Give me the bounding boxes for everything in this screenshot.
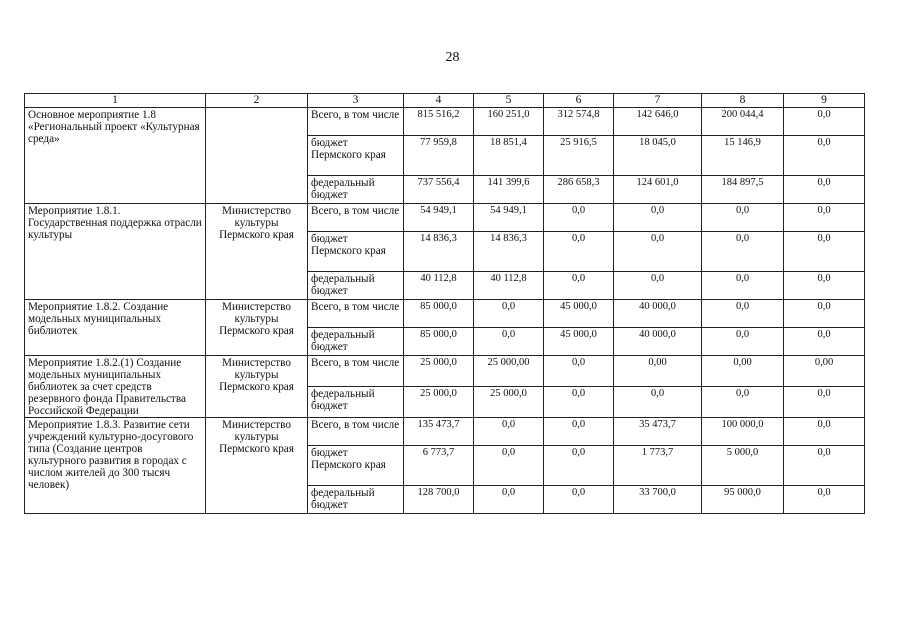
funding-source: федеральный бюджет bbox=[308, 328, 404, 356]
amount-cell: 0,0 bbox=[474, 446, 544, 486]
amount-cell: 0,0 bbox=[544, 418, 614, 446]
amount-cell: 77 959,8 bbox=[404, 136, 474, 176]
amount-cell: 0,0 bbox=[544, 272, 614, 300]
header-row bbox=[25, 94, 865, 108]
amount-cell: 142 646,0 bbox=[614, 108, 702, 136]
amount-cell: 0,0 bbox=[474, 418, 544, 446]
amount-cell: 54 949,1 bbox=[404, 204, 474, 232]
amount-cell: 0,0 bbox=[702, 387, 784, 418]
funding-source: федеральный бюджет bbox=[308, 486, 404, 514]
amount-cell: 40 000,0 bbox=[614, 300, 702, 328]
funding-source: Всего, в том числе bbox=[308, 356, 404, 387]
amount-cell: 0,00 bbox=[702, 356, 784, 387]
amount-cell: 15 146,9 bbox=[702, 136, 784, 176]
amount-cell: 85 000,0 bbox=[404, 300, 474, 328]
amount-cell: 0,0 bbox=[474, 328, 544, 356]
funding-source: федеральный бюджет bbox=[308, 387, 404, 418]
budget-table bbox=[24, 93, 865, 514]
amount-cell: 0,0 bbox=[702, 300, 784, 328]
table-row bbox=[25, 108, 865, 136]
executor bbox=[206, 108, 308, 204]
amount-cell: 0,0 bbox=[544, 446, 614, 486]
amount-cell: 25 000,0 bbox=[404, 387, 474, 418]
amount-cell: 312 574,8 bbox=[544, 108, 614, 136]
amount-cell: 0,00 bbox=[614, 356, 702, 387]
page-number: 28 bbox=[445, 50, 460, 65]
amount-cell: 200 044,4 bbox=[702, 108, 784, 136]
table-row bbox=[25, 204, 865, 232]
column-header-1: 1 bbox=[25, 94, 206, 108]
executor: Министерство культуры Пермского края bbox=[206, 204, 308, 300]
amount-cell: 0,0 bbox=[784, 418, 865, 446]
amount-cell: 0,0 bbox=[784, 232, 865, 272]
amount-cell: 0,0 bbox=[784, 136, 865, 176]
amount-cell: 0,0 bbox=[784, 108, 865, 136]
amount-cell: 6 773,7 bbox=[404, 446, 474, 486]
amount-cell: 0,0 bbox=[614, 232, 702, 272]
amount-cell: 0,0 bbox=[702, 328, 784, 356]
amount-cell: 0,0 bbox=[702, 204, 784, 232]
table-row bbox=[25, 356, 865, 387]
column-header-8: 8 bbox=[702, 94, 784, 108]
amount-cell: 0,0 bbox=[784, 486, 865, 514]
amount-cell: 45 000,0 bbox=[544, 328, 614, 356]
amount-cell: 40 112,8 bbox=[474, 272, 544, 300]
executor: Министерство культуры Пермского края bbox=[206, 356, 308, 418]
amount-cell: 25 000,00 bbox=[474, 356, 544, 387]
funding-source: Всего, в том числе bbox=[308, 204, 404, 232]
amount-cell: 0,0 bbox=[544, 204, 614, 232]
amount-cell: 0,0 bbox=[544, 356, 614, 387]
amount-cell: 40 112,8 bbox=[404, 272, 474, 300]
column-header-4: 4 bbox=[404, 94, 474, 108]
amount-cell: 25 000,0 bbox=[404, 356, 474, 387]
amount-cell: 18 851,4 bbox=[474, 136, 544, 176]
amount-cell: 135 473,7 bbox=[404, 418, 474, 446]
amount-cell: 0,0 bbox=[784, 387, 865, 418]
amount-cell: 1 773,7 bbox=[614, 446, 702, 486]
amount-cell: 14 836,3 bbox=[474, 232, 544, 272]
amount-cell: 0,0 bbox=[544, 232, 614, 272]
amount-cell: 124 601,0 bbox=[614, 176, 702, 204]
amount-cell: 0,0 bbox=[784, 446, 865, 486]
amount-cell: 160 251,0 bbox=[474, 108, 544, 136]
measure-name: Мероприятие 1.8.2.(1) Создание модельных муниципальных библиотек за счет средств резервного фонда Правительства Российской Федерации bbox=[25, 356, 206, 418]
amount-cell: 85 000,0 bbox=[404, 328, 474, 356]
column-header-6: 6 bbox=[544, 94, 614, 108]
measure-name: Основное мероприятие 1.8 «Региональный проект «Культурная среда» bbox=[25, 108, 206, 204]
amount-cell: 0,0 bbox=[614, 272, 702, 300]
funding-source: бюджет Пермского края bbox=[308, 232, 404, 272]
amount-cell: 0,00 bbox=[784, 356, 865, 387]
amount-cell: 0,0 bbox=[784, 176, 865, 204]
funding-source: Всего, в том числе bbox=[308, 418, 404, 446]
amount-cell: 815 516,2 bbox=[404, 108, 474, 136]
amount-cell: 0,0 bbox=[474, 486, 544, 514]
table-row bbox=[25, 418, 865, 446]
executor: Министерство культуры Пермского края bbox=[206, 418, 308, 514]
funding-source: федеральный бюджет bbox=[308, 176, 404, 204]
amount-cell: 0,0 bbox=[784, 300, 865, 328]
amount-cell: 128 700,0 bbox=[404, 486, 474, 514]
amount-cell: 0,0 bbox=[702, 272, 784, 300]
amount-cell: 0,0 bbox=[614, 387, 702, 418]
column-header-3: 3 bbox=[308, 94, 404, 108]
funding-source: федеральный бюджет bbox=[308, 272, 404, 300]
amount-cell: 0,0 bbox=[614, 204, 702, 232]
column-header-5: 5 bbox=[474, 94, 544, 108]
amount-cell: 33 700,0 bbox=[614, 486, 702, 514]
amount-cell: 25 916,5 bbox=[544, 136, 614, 176]
measure-name: Мероприятие 1.8.3. Развитие сети учреждений культурно-досугового типа (Создание центров культурного развития в городах с числом жителей до 300 тысяч человек) bbox=[25, 418, 206, 514]
amount-cell: 0,0 bbox=[544, 387, 614, 418]
amount-cell: 286 658,3 bbox=[544, 176, 614, 204]
amount-cell: 0,0 bbox=[474, 300, 544, 328]
amount-cell: 141 399,6 bbox=[474, 176, 544, 204]
amount-cell: 100 000,0 bbox=[702, 418, 784, 446]
amount-cell: 0,0 bbox=[702, 232, 784, 272]
amount-cell: 184 897,5 bbox=[702, 176, 784, 204]
amount-cell: 18 045,0 bbox=[614, 136, 702, 176]
amount-cell: 54 949,1 bbox=[474, 204, 544, 232]
amount-cell: 40 000,0 bbox=[614, 328, 702, 356]
amount-cell: 0,0 bbox=[784, 204, 865, 232]
column-header-7: 7 bbox=[614, 94, 702, 108]
funding-source: Всего, в том числе bbox=[308, 300, 404, 328]
amount-cell: 0,0 bbox=[784, 272, 865, 300]
column-header-9: 9 bbox=[784, 94, 865, 108]
amount-cell: 45 000,0 bbox=[544, 300, 614, 328]
funding-source: бюджет Пермского края bbox=[308, 136, 404, 176]
amount-cell: 95 000,0 bbox=[702, 486, 784, 514]
amount-cell: 5 000,0 bbox=[702, 446, 784, 486]
funding-source: бюджет Пермского края bbox=[308, 446, 404, 486]
column-header-2: 2 bbox=[206, 94, 308, 108]
executor: Министерство культуры Пермского края bbox=[206, 300, 308, 356]
measure-name: Мероприятие 1.8.1. Государственная поддержка отрасли культуры bbox=[25, 204, 206, 300]
measure-name: Мероприятие 1.8.2. Создание модельных муниципальных библиотек bbox=[25, 300, 206, 356]
amount-cell: 14 836,3 bbox=[404, 232, 474, 272]
amount-cell: 0,0 bbox=[544, 486, 614, 514]
amount-cell: 0,0 bbox=[784, 328, 865, 356]
amount-cell: 25 000,0 bbox=[474, 387, 544, 418]
table-row bbox=[25, 300, 865, 328]
funding-source: Всего, в том числе bbox=[308, 108, 404, 136]
amount-cell: 737 556,4 bbox=[404, 176, 474, 204]
amount-cell: 35 473,7 bbox=[614, 418, 702, 446]
